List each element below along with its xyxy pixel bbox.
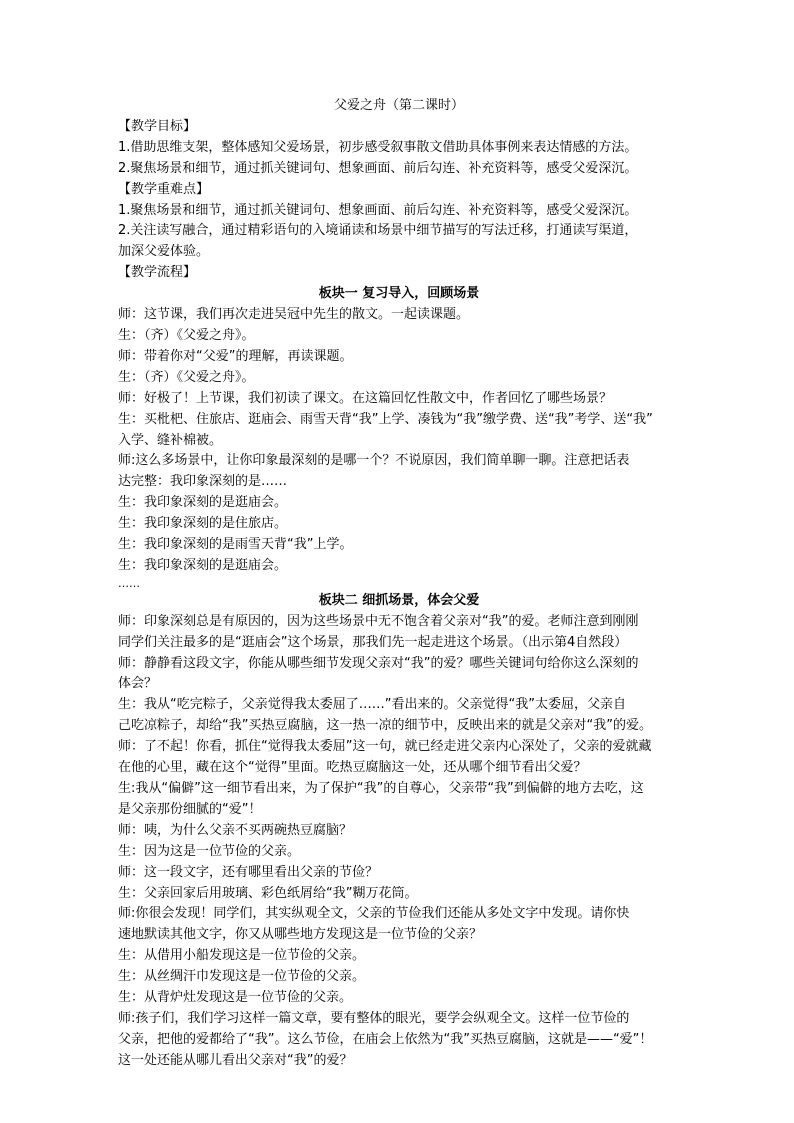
section-heading: 板块二 细抓场景，体会父爱 [318, 592, 480, 608]
dialogue-line: 入学、缝补棉被。 [118, 432, 223, 448]
dialogue-line: 师:你很会发现！同学们，其实纵观全文，父亲的节俭我们还能从多处文字中发现。请你快 [118, 906, 630, 922]
dialogue-line: 体会？ [118, 676, 158, 692]
dialogue-line: 师：静静看这段文字，你能从哪些细节发现父亲对“我”的爱？哪些关键词句给你这么深刻的 [118, 655, 639, 671]
dialogue-line: 师：这节课，我们再次走进吴冠中先生的散文。一起读课题。 [118, 307, 470, 323]
key-points-header: 【教学重难点】 [118, 181, 210, 197]
dialogue-line: 同学们关注最多的是“逛庙会”这个场景，那我们先一起走进这个场景。（出示第4自然段） [118, 634, 628, 650]
dialogue-line: 生：（齐）《父爱之舟》。 [118, 369, 255, 385]
dialogue-line: 达完整：我印象深刻的是…… [118, 474, 288, 490]
dialogue-line: 生：我从“吃完粽子，父亲觉得我太委屈了……”看出来的。父亲觉得“我”太委屈，父亲自 [118, 697, 626, 713]
dialogue-line: 生：（齐）《父爱之舟》。 [118, 327, 255, 343]
section-heading: 板块一 复习导入，回顾场景 [318, 286, 480, 302]
dialogue-line: 生：我印象深刻的是逛庙会。 [118, 557, 288, 573]
dialogue-line: 师：好极了！上节课，我们初读了课文。在这篇回忆性散文中，作者回忆了哪些场景？ [118, 390, 613, 406]
dialogue-line: 生：从借用小船发现这是一位节俭的父亲。 [118, 948, 366, 964]
key-point-item: 2.关注读写融合，通过精彩语句的入境诵读和场景中细节描写的写法迁移，打通读写渠道， [118, 223, 638, 239]
dialogue-line: 生:我从“偏僻”这一细节看出来，为了保护“我”的自尊心，父亲带“我”到偏僻的地方去吃，这 [118, 781, 644, 796]
goals-header: 【教学目标】 [118, 118, 197, 134]
dialogue-line: 师：了不起！你看，抓住“觉得我太委屈”这一句，就已经走进父亲内心深处了，父亲的爱就藏 [118, 739, 652, 755]
dialogue-line: 己吃凉粽子，却给“我”买热豆腐脑，这一热一凉的细节中，反映出来的就是父亲对“我”的爱。 [118, 718, 652, 734]
dialogue-line: 这一处还能从哪儿看出父亲对“我”的爱？ [118, 1052, 353, 1068]
key-point-item-continued: 加深父爱体验。 [118, 244, 210, 260]
document-title: 父爱之舟（第二课时） [333, 98, 464, 113]
dialogue-line: 生：从背炉灶发现这是一位节俭的父亲。 [118, 990, 353, 1006]
dialogue-line: 在他的心里，藏在这个“觉得”里面。吃热豆腐脑这一处，还从哪个细节看出父爱？ [118, 760, 587, 776]
dialogue-line: 是父亲那份细腻的“爱”！ [118, 801, 262, 817]
dialogue-line: 生：父亲回家后用玻璃、彩色纸屑给“我”糊万花筒。 [118, 885, 418, 901]
goal-item: 2.聚焦场景和细节，通过抓关键词句、想象画面、前后勾连、补充资料等，感受父爱深沉。 [118, 160, 638, 176]
dialogue-line: 师:孩子们，我们学习这样一篇文章，要有整体的眼光，要学会纵观全文。这样一位节俭的 [118, 1010, 630, 1026]
goal-item: 1.借助思维支架，整体感知父爱场景，初步感受叙事散文借助具体事例来表达情感的方法。 [118, 139, 638, 155]
dialogue-line: 师：这一段文字，还有哪里看出父亲的节俭？ [118, 864, 379, 880]
dialogue-line: 师:这么多场景中，让你印象最深刻的是哪一个？不说原因，我们简单聊一聊。注意把话表 [118, 453, 630, 469]
document-page [118, 96, 680, 1072]
dialogue-line: 生：我印象深刻的是逛庙会。 [118, 495, 288, 511]
dialogue-line: 生：从丝绸汗巾发现这是一位节俭的父亲。 [118, 969, 366, 985]
dialogue-line: 生：我印象深刻的是雨雪天背“我”上学。 [118, 537, 353, 553]
dialogue-line: 生：买枇杷、住旅店、逛庙会、雨雪天背“我”上学、凑钱为“我”缴学费、送“我”考学、送“我” [118, 411, 653, 427]
dialogue-line: 师：咦，为什么父亲不买两碗热豆腐脑？ [118, 822, 353, 838]
ellipsis: …… [118, 576, 140, 590]
dialogue-line: 生：我印象深刻的是住旅店。 [118, 516, 288, 532]
dialogue-line: 父亲，把他的爱都给了“我”。这么节俭，在庙会上依然为“我”买热豆腐脑，这就是——“爱”！ [118, 1031, 653, 1047]
dialogue-line: 生：因为这是一位节俭的父亲。 [118, 843, 301, 859]
dialogue-line: 师：印象深刻总是有原因的，因为这些场景中无不饱含着父亲对“我”的爱。老师注意到刚刚 [118, 613, 639, 629]
flow-header: 【教学流程】 [118, 265, 197, 281]
dialogue-line: 师：带着你对“父爱”的理解，再读课题。 [118, 348, 353, 364]
key-point-item: 1.聚焦场景和细节，通过抓关键词句、想象画面、前后勾连、补充资料等，感受父爱深沉。 [118, 202, 638, 218]
dialogue-line: 速地默读其他文字，你又从哪些地方发现这是一位节俭的父亲？ [118, 927, 483, 943]
